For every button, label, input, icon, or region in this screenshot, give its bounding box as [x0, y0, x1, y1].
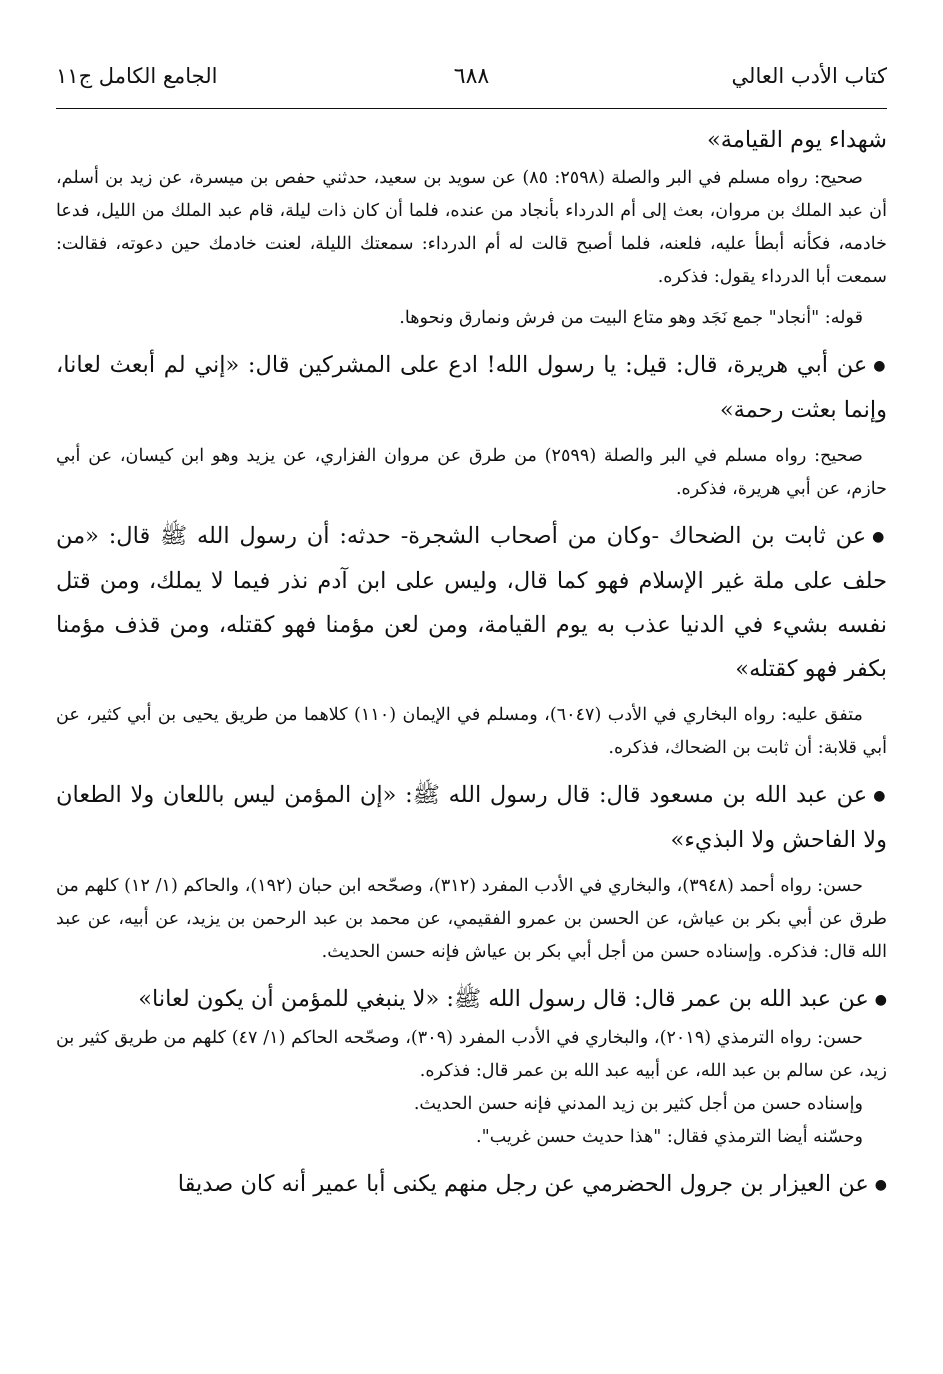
takhrij-note: وإسناده حسن من أجل كثير بن زيد المدني فإنه حسن الحديث. [413, 1094, 863, 1114]
hadith-body: عن أبي هريرة، قال: قيل: يا رسول الله! ادع على المشركين قال: «إني لم أبعث لعانا، وإنما بعثت رحمة» [56, 352, 887, 423]
hadith-text [56, 514, 887, 691]
hadith-text [56, 1162, 887, 1207]
bullet-icon: ● [873, 358, 887, 374]
page-body [56, 118, 887, 1207]
takhrij-note: صحيح: رواه مسلم في البر والصلة (٢٥٩٩) من طرق عن مروان الفزاري، عن يزيد وهو ابن كيسان، عن أبي حازم، عن أبي هريرة، فذكره. [56, 446, 887, 499]
hadith-body: عن عبد الله بن مسعود قال: قال رسول الله ﷺ: «إن المؤمن ليس باللعان ولا الطعان ولا الفاحش ولا البذيء» [56, 782, 887, 853]
takhrij-note: صحيح: رواه مسلم في البر والصلة (٢٥٩٨: ٨٥) عن سويد بن سعيد، حدثني حفص بن ميسرة، عن زيد بن أسلم، أن عبد الملك بن مروان، بعث إلى أم الدرداء بأنجاد من عنده، فلما أن كان ذات ليلة، قام عبد الملك من الليل، فدعا خادمه، فكأنه أبطأ عليه، فلعنه، فلما أصبح قالت له أم الدرداء: سمعتك الليلة، لعنت خادمك حين دعوته، فقالت: سمعت أبا الدرداء يقول: فذكره. [56, 168, 887, 287]
takhrij-note: حسن: رواه أحمد (٣٩٤٨)، والبخاري في الأدب المفرد (٣١٢)، وصحّحه ابن حبان (١٩٢)، والحاكم (١/ ١٢) كلهم من طرق عن أبي بكر بن عياش، عن الحسن بن عمرو الفقيمي، عن محمد بن عبد الرحمن بن يزيد، عن أبيه، عن عبد الله قال: فذكره. وإسناده حسن من أجل أبي بكر بن عياش فإنه حسن الحديث. [56, 876, 887, 962]
book-title: كتاب الأدب العالي [731, 64, 887, 88]
bullet-icon: ● [873, 788, 887, 804]
hadith-continuation: شهداء يوم القيامة» [707, 127, 887, 153]
hadith-body: عن العيزار بن جرول الحضرمي عن رجل منهم يكنى أبا عمير أنه كان صديقا [177, 1171, 869, 1197]
takhrij-note: حسن: رواه الترمذي (٢٠١٩)، والبخاري في الأدب المفرد (٣٠٩)، وصحّحه الحاكم (١/ ٤٧) كلهم من طريق كثير بن زيد، عن سالم بن عبد الله، عن أبيه عبد الله بن عمر قال: فذكره. [56, 1028, 887, 1081]
hadith-text [56, 343, 887, 432]
hadith-body: عن ثابت بن الضحاك -وكان من أصحاب الشجرة- حدثه: أن رسول الله ﷺ قال: «من حلف على ملة غير الإسلام فهو كما قال، وليس على ابن آدم نذر فيما لا يملك، ومن قتل نفسه بشيء في الدنيا عذب به يوم القيامة، ومن لعن مؤمنا فهو كقتله، ومن قذف مؤمنا بكفر فهو كقتله» [56, 523, 887, 682]
header-rule [56, 108, 887, 109]
hadith-text [56, 773, 887, 862]
hadith-text [56, 977, 887, 1022]
explanation-note: قوله: "أنجاد" جمع نَجَد وهو متاع البيت من فرش ونمارق ونحوها. [399, 308, 863, 328]
collection-title: الجامع الكامل ج١١ [56, 64, 218, 88]
bullet-icon: ● [874, 992, 887, 1008]
page-number: ٦٨٨ [453, 64, 490, 89]
hadith-body: عن عبد الله بن عمر قال: قال رسول الله ﷺ: «لا ينبغي للمؤمن أن يكون لعانا» [138, 986, 869, 1012]
page-header [56, 64, 887, 104]
bullet-icon: ● [874, 1177, 887, 1193]
takhrij-note: متفق عليه: رواه البخاري في الأدب (٦٠٤٧)، ومسلم في الإيمان (١١٠) كلاهما من طريق يحيى بن أبي كثير، عن أبي قلابة: أن ثابت بن الضحاك، فذكره. [56, 705, 887, 758]
bullet-icon: ● [872, 529, 887, 545]
takhrij-note: وحسّنه أيضا الترمذي فقال: "هذا حديث حسن غريب". [476, 1127, 863, 1147]
